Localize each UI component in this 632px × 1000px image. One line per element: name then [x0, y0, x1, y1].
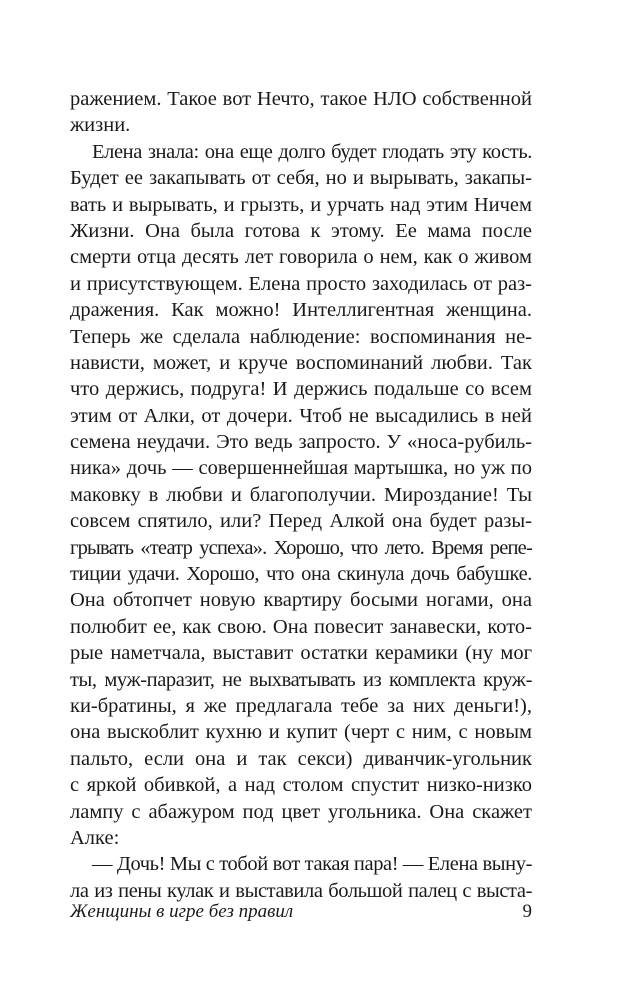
text-line: пальто, если она и так секси) диванчик-угольник	[70, 747, 532, 770]
text-line: нависти, может, и круче воспоминаний любви. Так	[70, 351, 532, 374]
text-line: ты, муж-паразит, не выхватывать из комплекта круж-	[70, 668, 532, 691]
text-line: полюбит ее, как свою. Она повесит занавески, кото-	[70, 615, 532, 638]
text-line: Жизни. Она была готова к этому. Ее мама после	[70, 219, 532, 242]
text-line: семена неудачи. Это ведь запросто. У «носа-рубиль-	[70, 431, 532, 454]
text-line: Будет ее закапывать от себя, но и вырывать, закапы-	[70, 167, 532, 190]
text-line: Теперь же сделала наблюдение: воспоминания не-	[70, 325, 532, 348]
text-line: ражением. Такое вот Нечто, такое НЛО собственной	[70, 88, 532, 110]
text-line: ла из пены кулак и выставила большой палец с выста-	[70, 879, 532, 902]
text-line: она выскоблит кухню и купит (черт с ним, с новым	[70, 721, 532, 744]
text-line: — Дочь! Мы с тобой вот такая пара! — Елена выну-	[92, 853, 532, 876]
text-line: маковку в любви и благополучии. Мироздание! Ты	[70, 483, 532, 506]
text-line: смерти отца десять лет говорила о нем, как о живом	[70, 246, 532, 269]
text-line: рые наметчала, выставит остатки керамики (ну мог	[70, 642, 532, 665]
text-line: с яркой обивкой, а над столом спустит низко-низко	[70, 774, 532, 797]
page-footer	[70, 898, 532, 926]
text-line: и присутствующем. Елена просто заходилась от раз-	[70, 272, 532, 295]
text-line: этим от Алки, от дочери. Чтоб не высадились в ней	[70, 404, 532, 427]
text-line: тиции удачи. Хорошо, что она скинула дочь бабушке.	[70, 563, 532, 586]
text-line: Елена знала: она еще долго будет глодать эту кость.	[92, 140, 532, 163]
text-line: вать и вырывать, и грызть, и урчать над этим Ничем	[70, 193, 532, 216]
text-line: грывать «театр успеха». Хорошо, что лето. Время репе-	[70, 536, 532, 559]
running-title: Женщины в игре без правил	[70, 901, 294, 922]
text-line: совсем спятило, или? Перед Алкой она будет разы-	[70, 510, 532, 533]
page-body	[70, 86, 532, 904]
text-line: дражения. Как можно! Интеллигентная женщина.	[70, 299, 532, 322]
text-line: ника» дочь — совершеннейшая мартышка, но уж по	[70, 457, 532, 480]
text-line: лампу с абажуром под цвет угольника. Она скажет	[70, 800, 532, 823]
text-line: Она обтопчет новую квартиру босыми ногами, она	[70, 589, 532, 612]
page-number: 9	[522, 901, 532, 922]
text-line: жизни.	[70, 114, 131, 137]
text-line: Алке:	[70, 826, 120, 849]
text-line: что держись, подруга! И держись подальше со всем	[70, 378, 532, 401]
text-line: ки-братины, я же предлагала тебе за них деньги!),	[70, 694, 532, 717]
